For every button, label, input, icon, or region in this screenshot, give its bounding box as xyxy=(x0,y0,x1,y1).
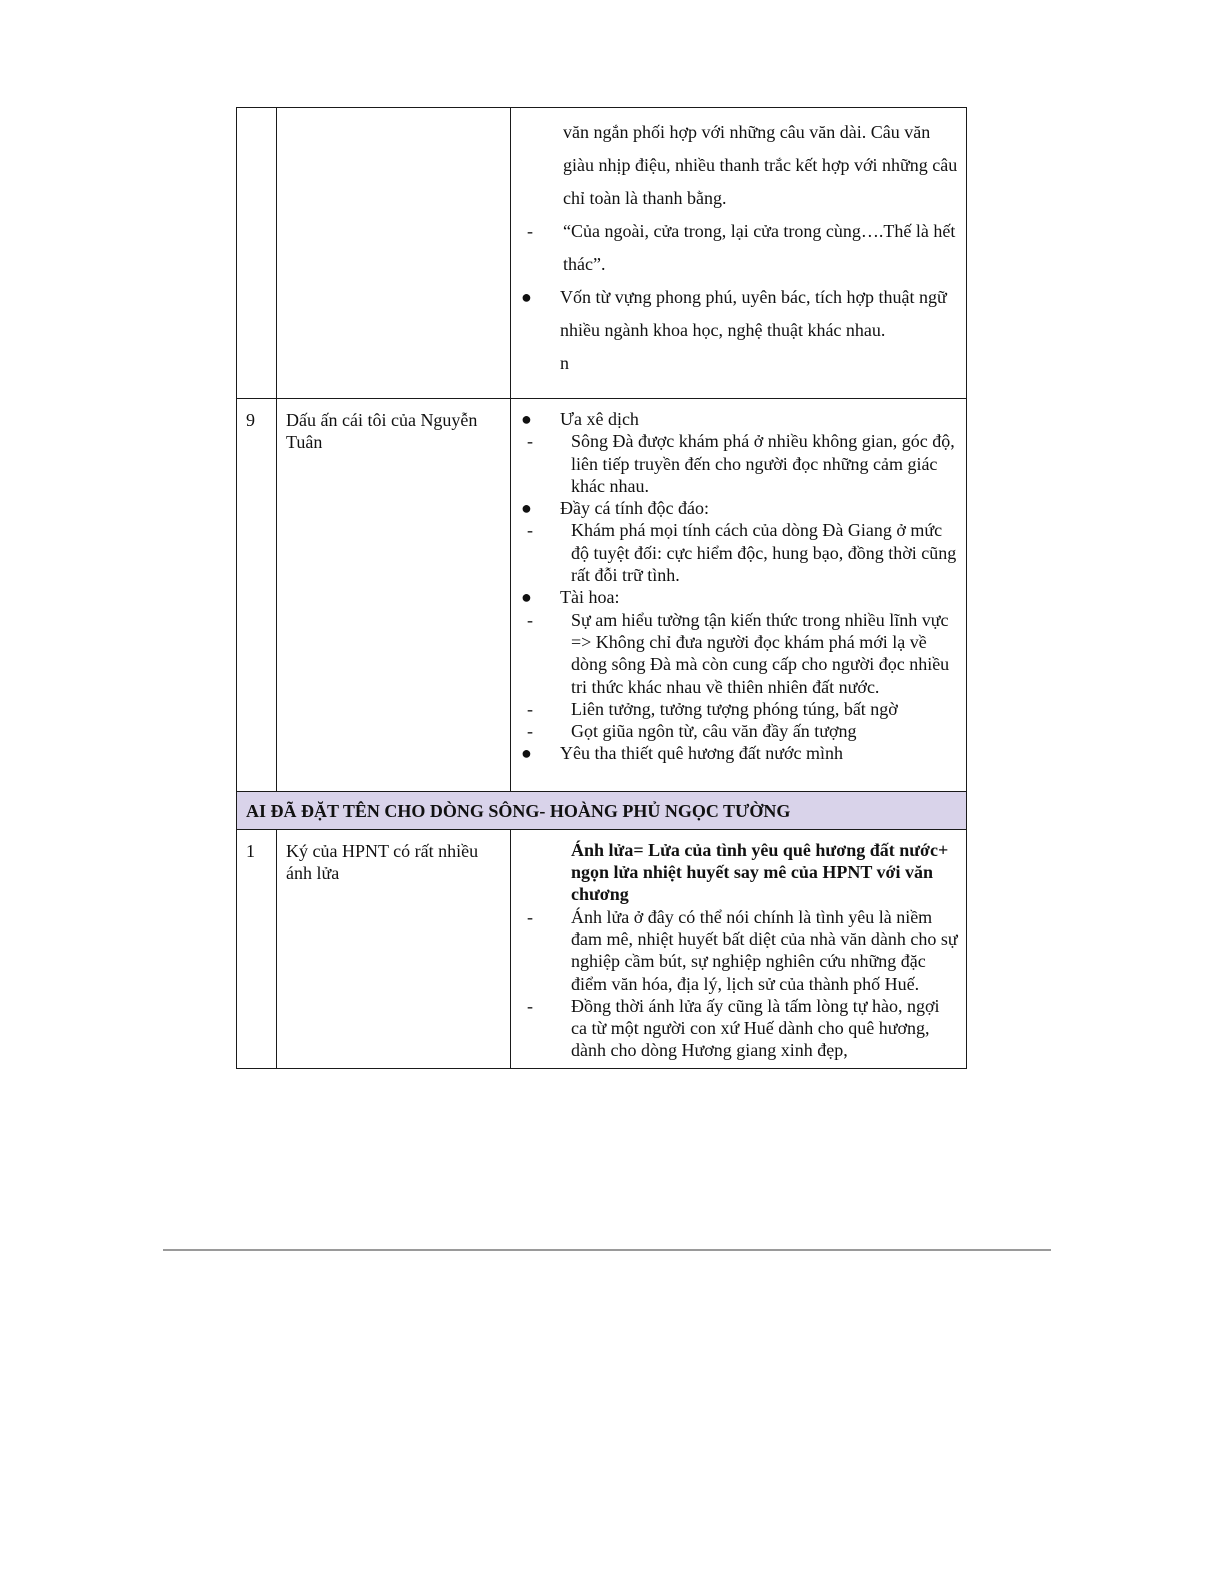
list-item: - Đồng thời ánh lửa ấy cũng là tấm lòng tự hào, ngợi ca từ một người con xứ Huế dành cho quê hương, dành cho dòng Hương giang xinh đẹp, xyxy=(527,995,940,1061)
list-item: ● Tài hoa: xyxy=(521,587,620,608)
content-list xyxy=(511,399,966,791)
bullet-marker: ● xyxy=(521,409,532,429)
content-table xyxy=(236,107,967,1069)
list-item: ● Đầy cá tính độc đáo: xyxy=(521,498,709,519)
content-list xyxy=(511,830,966,1068)
row-title-cell xyxy=(277,108,511,399)
list-item: - Gọt giũa ngôn từ, câu văn đầy ấn tượng xyxy=(527,721,857,742)
dash-marker: - xyxy=(527,221,533,241)
dash-marker: - xyxy=(527,995,533,1016)
dash-marker: - xyxy=(527,906,533,927)
row-content-cell xyxy=(511,108,967,399)
row-content-cell xyxy=(511,399,967,792)
list-item: - Ánh lửa ở đây có thể nói chính là tình yêu là niềm đam mê, nhiệt huyết bất diệt của nhà văn dành cho sự nghiệp cầm bút, sự nghiệp nghiên cứu những đặc điểm văn hóa, địa lý, lịch sử của thành phố Huế. xyxy=(527,906,958,994)
list-item: ● Yêu tha thiết quê hương đất nước mình xyxy=(521,743,843,764)
section-title: AI ĐÃ ĐẶT TÊN CHO DÒNG SÔNG- HOÀNG PHỦ NGỌC TƯỜNG xyxy=(246,800,791,821)
row-number-cell: 1 xyxy=(237,829,277,1068)
list-item: - Sự am hiểu tường tận kiến thức trong nhiều lĩnh vực => Không chỉ đưa người đọc khám phá mới lạ về dòng sông Đà mà còn cung cấp cho người đọc nhiều tri thức khác nhau về thiên nhiên đất nước. xyxy=(527,609,950,697)
page-footer-rule xyxy=(163,1249,1051,1251)
content-list xyxy=(511,108,966,398)
dash-marker: - xyxy=(527,609,533,630)
section-header-cell xyxy=(237,791,967,829)
list-item: ● Vốn từ vựng phong phú, uyên bác, tích hợp thuật ngữ nhiều ngành khoa học, nghệ thuật khác nhau. xyxy=(545,281,958,347)
list-item: - Sông Đà được khám phá ở nhiều không gian, góc độ, liên tiếp truyền đến cho người đọc những cảm giác khác nhau. xyxy=(527,431,955,496)
list-item: n xyxy=(560,353,569,373)
table-row xyxy=(237,108,967,399)
section-header-row xyxy=(237,791,967,829)
row-title-cell: Dấu ấn cái tôi của Nguyễn Tuân xyxy=(277,399,511,792)
list-item: ● Ưa xê dịch xyxy=(521,409,639,429)
list-item: - Khám phá mọi tính cách của dòng Đà Giang ở mức độ tuyệt đối: cực hiểm độc, hung bạo, đồng thời cũng rất đỗi trữ tình. xyxy=(527,520,957,586)
list-item: - “Của ngoài, cửa trong, lại cửa trong cùng….Thế là hết thác”. xyxy=(545,215,958,281)
dash-marker: - xyxy=(527,520,533,541)
bullet-marker: ● xyxy=(521,587,532,608)
table-row xyxy=(237,829,967,1068)
row-number-cell xyxy=(237,108,277,399)
table-row xyxy=(237,399,967,792)
dash-marker: - xyxy=(527,698,533,719)
list-item: - Liên tưởng, tưởng tượng phóng túng, bất ngờ xyxy=(527,698,898,719)
dash-marker: - xyxy=(527,721,533,742)
bullet-marker: ● xyxy=(521,287,532,307)
row-number-cell: 9 xyxy=(237,399,277,792)
list-item: Ánh lửa= Lửa của tình yêu quê hương đất nước+ ngọn lửa nhiệt huyết say mê của HPNT với văn chương xyxy=(571,839,949,905)
list-item: văn ngắn phối hợp với những câu văn dài. Câu văn giàu nhịp điệu, nhiều thanh trắc kết hợp với những câu chỉ toàn là thanh bằng. xyxy=(563,122,958,208)
row-content-cell xyxy=(511,829,967,1068)
dash-marker: - xyxy=(527,431,533,452)
row-title-cell: Ký của HPNT có rất nhiều ánh lửa xyxy=(277,829,511,1068)
bullet-marker: ● xyxy=(521,743,532,764)
bullet-marker: ● xyxy=(521,498,532,519)
